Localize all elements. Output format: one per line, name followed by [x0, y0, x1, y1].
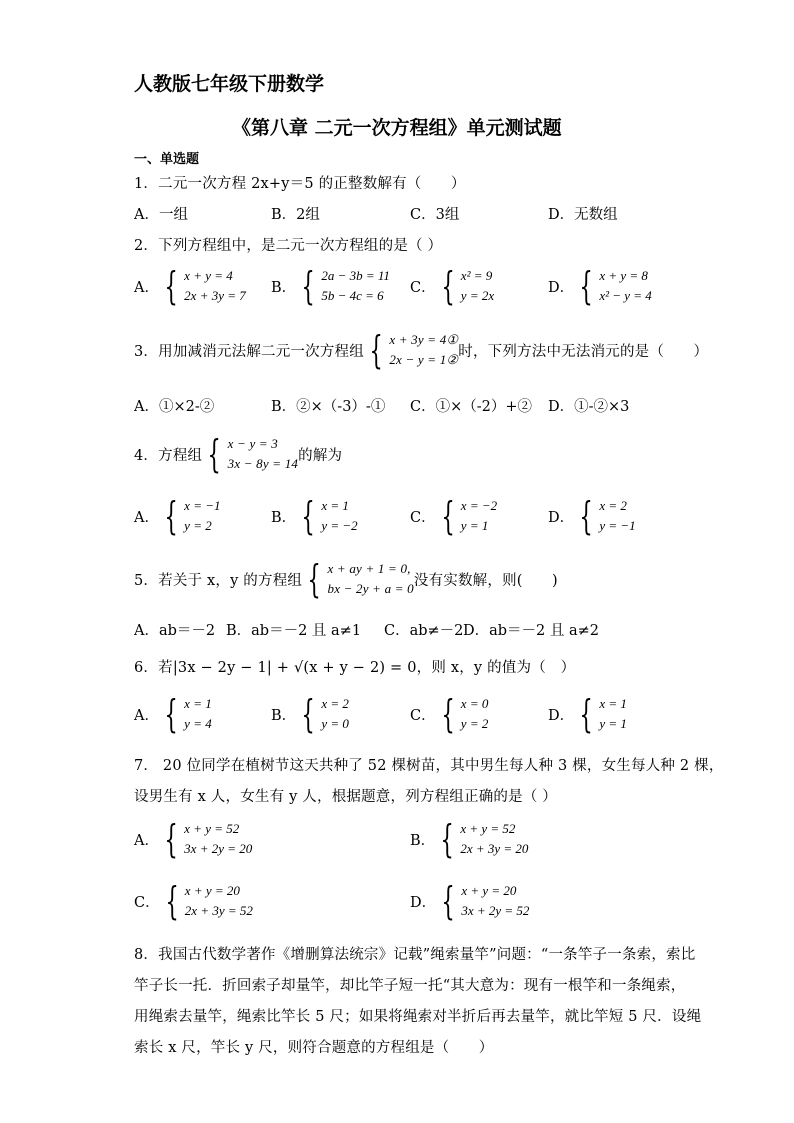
- equation: 2x − y = 1②: [389, 352, 459, 367]
- option-label: C．: [134, 894, 160, 911]
- brace-icon: {: [301, 494, 315, 538]
- q4-option-b[interactable]: [271, 496, 358, 536]
- equation-system: [436, 881, 529, 921]
- option-label: C．: [410, 279, 436, 296]
- equation: x = 1: [184, 696, 212, 711]
- brace-icon: {: [441, 264, 455, 308]
- equation: y = 4: [184, 716, 212, 731]
- brace-icon: {: [441, 494, 455, 538]
- q6-option-a[interactable]: [134, 694, 212, 734]
- equation: x + y = 20: [461, 883, 517, 898]
- equation-system: [574, 496, 636, 536]
- equation: x² − y = 4: [599, 288, 652, 303]
- brace-icon: {: [369, 328, 383, 372]
- equation-system: [159, 819, 252, 859]
- stem-text: 5．若关于 x，y 的方程组: [134, 572, 303, 589]
- stem-text: 4．方程组: [134, 447, 203, 464]
- brace-icon: {: [301, 692, 315, 736]
- page-subtitle: 《第八章 二元一次方程组》单元测试题: [232, 117, 562, 139]
- equation: y = −1: [599, 518, 636, 533]
- equation: x = 1: [321, 498, 349, 513]
- option-label: D．: [548, 707, 575, 724]
- question-7-line-2: 设男生有 x 人，女生有 y 人，根据题意，列方程组正确的是（ ）: [134, 789, 558, 805]
- option-label: C．: [410, 509, 436, 526]
- q2-option-d[interactable]: [548, 266, 652, 306]
- equation: x = −2: [460, 498, 498, 513]
- equation: 3x − 8y = 14: [227, 456, 299, 471]
- equation: y = 1: [460, 518, 489, 533]
- question-4-stem: [134, 434, 342, 474]
- q4-option-c[interactable]: [410, 496, 497, 536]
- q6-option-d[interactable]: [548, 694, 627, 734]
- option-label: B．: [410, 832, 436, 849]
- equation: x + y = 4: [184, 268, 233, 283]
- option-label: B．: [271, 279, 297, 296]
- stem-text: 没有实数解，则( ): [413, 572, 558, 589]
- stem-text: 时，下列方法中无法消元的是（ ）: [458, 343, 709, 360]
- equation: x + y = 52: [184, 821, 240, 836]
- equation: 2x + 3y = 52: [184, 903, 253, 918]
- question-5-stem: [134, 559, 558, 599]
- equation: y = 2: [184, 518, 212, 533]
- equation-system: [574, 694, 627, 734]
- brace-icon: {: [164, 264, 178, 308]
- equation-system: [436, 266, 495, 306]
- brace-icon: {: [579, 692, 593, 736]
- brace-icon: {: [440, 817, 454, 861]
- option-label: D．: [548, 279, 575, 296]
- equation-system: [296, 496, 358, 536]
- equation: y = 2: [460, 716, 489, 731]
- question-6-stem: 6．若|3x − 2y − 1| + √(x + y − 2) = 0，则 x，y 的值为（ ）: [134, 660, 576, 676]
- option-label: B．: [271, 707, 297, 724]
- equation: x − y = 3: [227, 436, 279, 451]
- option-label: A．: [134, 707, 159, 724]
- equation-system: [436, 496, 498, 536]
- equation-system: [302, 559, 414, 599]
- equation: x = 2: [321, 696, 349, 711]
- q1-option-d[interactable]: D．无数组: [548, 207, 618, 223]
- question-8-line-3: 用绳索去量竿，绳索比竿长 5 尺；如果将绳索对半折后再去量竿，就比竿短 5 尺．设绳: [134, 1009, 702, 1025]
- equation: x = 1: [599, 696, 627, 711]
- equation: y = 1: [599, 716, 627, 731]
- stem-text: 3．用加减消元法解二元一次方程组: [134, 343, 364, 360]
- equation: x² = 9: [460, 268, 493, 283]
- q5-option-c[interactable]: C．ab≠－2: [384, 623, 464, 639]
- option-label: D．: [548, 509, 575, 526]
- brace-icon: {: [441, 692, 455, 736]
- equation-system: [159, 266, 246, 306]
- equation: x + ay + 1 = 0,: [327, 561, 411, 576]
- q3-option-d[interactable]: D．①-②×3: [548, 399, 630, 415]
- stem-text: 的解为: [298, 447, 343, 464]
- q6-option-c[interactable]: [410, 694, 488, 734]
- equation: y = 2x: [460, 288, 495, 303]
- question-7-line-1: 7． 20 位同学在植树节这天共种了 52 棵树苗，其中男生每人种 3 棵，女生每人种 2 棵，: [134, 758, 724, 774]
- equation: x + y = 20: [184, 883, 240, 898]
- question-8-line-4: 索长 x 尺，竿长 y 尺，则符合题意的方程组是（ ）: [134, 1040, 494, 1056]
- equation-system: [202, 434, 298, 474]
- equation: x = 2: [599, 498, 627, 513]
- brace-icon: {: [207, 432, 222, 476]
- equation: x + 3y = 4①: [389, 332, 459, 347]
- q7-option-b[interactable]: [410, 819, 528, 859]
- brace-icon: {: [307, 557, 322, 601]
- equation-system: [296, 266, 390, 306]
- q6-option-b[interactable]: [271, 694, 349, 734]
- q4-option-d[interactable]: [548, 496, 636, 536]
- option-label: A．: [134, 832, 159, 849]
- q1-option-b[interactable]: B．2组: [271, 207, 320, 223]
- brace-icon: {: [441, 879, 455, 923]
- brace-icon: {: [164, 692, 178, 736]
- q3-option-b[interactable]: B．②×（-3）-①: [271, 399, 386, 415]
- q2-option-a[interactable]: [134, 266, 246, 306]
- brace-icon: {: [579, 264, 593, 308]
- question-8-line-2: 竿子长一托．折回索子却量竿，却比竿子短一托“其大意为：现有一根竿和一条绳索，: [134, 978, 686, 994]
- q5-option-a[interactable]: A．ab＝－2: [134, 623, 216, 639]
- equation: 2x + 3y = 7: [184, 288, 246, 303]
- equation: y = 0: [321, 716, 349, 731]
- option-label: D．: [410, 894, 437, 911]
- option-label: A．: [134, 509, 159, 526]
- equation: bx − 2y + a = 0: [327, 581, 414, 596]
- q3-option-c[interactable]: C．①×（-2）+②: [410, 399, 533, 415]
- question-1-stem: 1．二元一次方程 2x+y＝5 的正整数解有（ ）: [134, 176, 466, 192]
- q5-option-b[interactable]: B．ab＝－2 且 a≠1: [226, 623, 362, 639]
- question-2-stem: 2．下列方程组中，是二元一次方程组的是（ ）: [134, 238, 443, 254]
- q5-option-d[interactable]: D．ab＝－2 且 a≠2: [463, 623, 600, 639]
- equation-system: [574, 266, 652, 306]
- equation: 2x + 3y = 20: [460, 841, 529, 856]
- equation-system: [159, 694, 212, 734]
- equation-system: [436, 694, 489, 734]
- equation: y = −2: [321, 518, 358, 533]
- q3-option-a[interactable]: A．①×2-②: [134, 399, 215, 415]
- equation: x + y = 52: [460, 821, 516, 836]
- equation: 3x + 2y = 52: [461, 903, 530, 918]
- equation: x = 0: [460, 696, 489, 711]
- brace-icon: {: [579, 494, 593, 538]
- q4-option-a[interactable]: [134, 496, 221, 536]
- brace-icon: {: [164, 494, 178, 538]
- q1-option-a[interactable]: A．一组: [134, 207, 188, 223]
- section-heading: 一、单选题: [134, 152, 200, 167]
- q2-option-c[interactable]: [410, 266, 494, 306]
- option-label: A．: [134, 279, 159, 296]
- equation-system: [160, 881, 253, 921]
- option-label: C．: [410, 707, 436, 724]
- page-title: 人教版七年级下册数学: [134, 73, 325, 95]
- q7-option-a[interactable]: [134, 819, 252, 859]
- equation: x = −1: [184, 498, 221, 513]
- equation: 5b − 4c = 6: [321, 288, 384, 303]
- brace-icon: {: [164, 817, 178, 861]
- equation-system: [159, 496, 221, 536]
- equation: 2a − 3b = 11: [321, 268, 390, 283]
- q7-option-d[interactable]: [410, 881, 529, 921]
- question-3-stem: [134, 330, 708, 370]
- q7-option-c[interactable]: [134, 881, 253, 921]
- equation-system: [296, 694, 349, 734]
- equation: 3x + 2y = 20: [184, 841, 253, 856]
- brace-icon: {: [165, 879, 179, 923]
- q1-option-c[interactable]: C．3组: [410, 207, 460, 223]
- question-8-line-1: 8．我国古代数学著作《增删算法统宗》记载”绳索量竿”问题：“一条竿子一条索，索比: [134, 947, 696, 963]
- q2-option-b[interactable]: [271, 266, 390, 306]
- option-label: B．: [271, 509, 297, 526]
- equation-system: [435, 819, 528, 859]
- equation: x + y = 8: [599, 268, 648, 283]
- brace-icon: {: [301, 264, 315, 308]
- equation-system: [364, 330, 458, 370]
